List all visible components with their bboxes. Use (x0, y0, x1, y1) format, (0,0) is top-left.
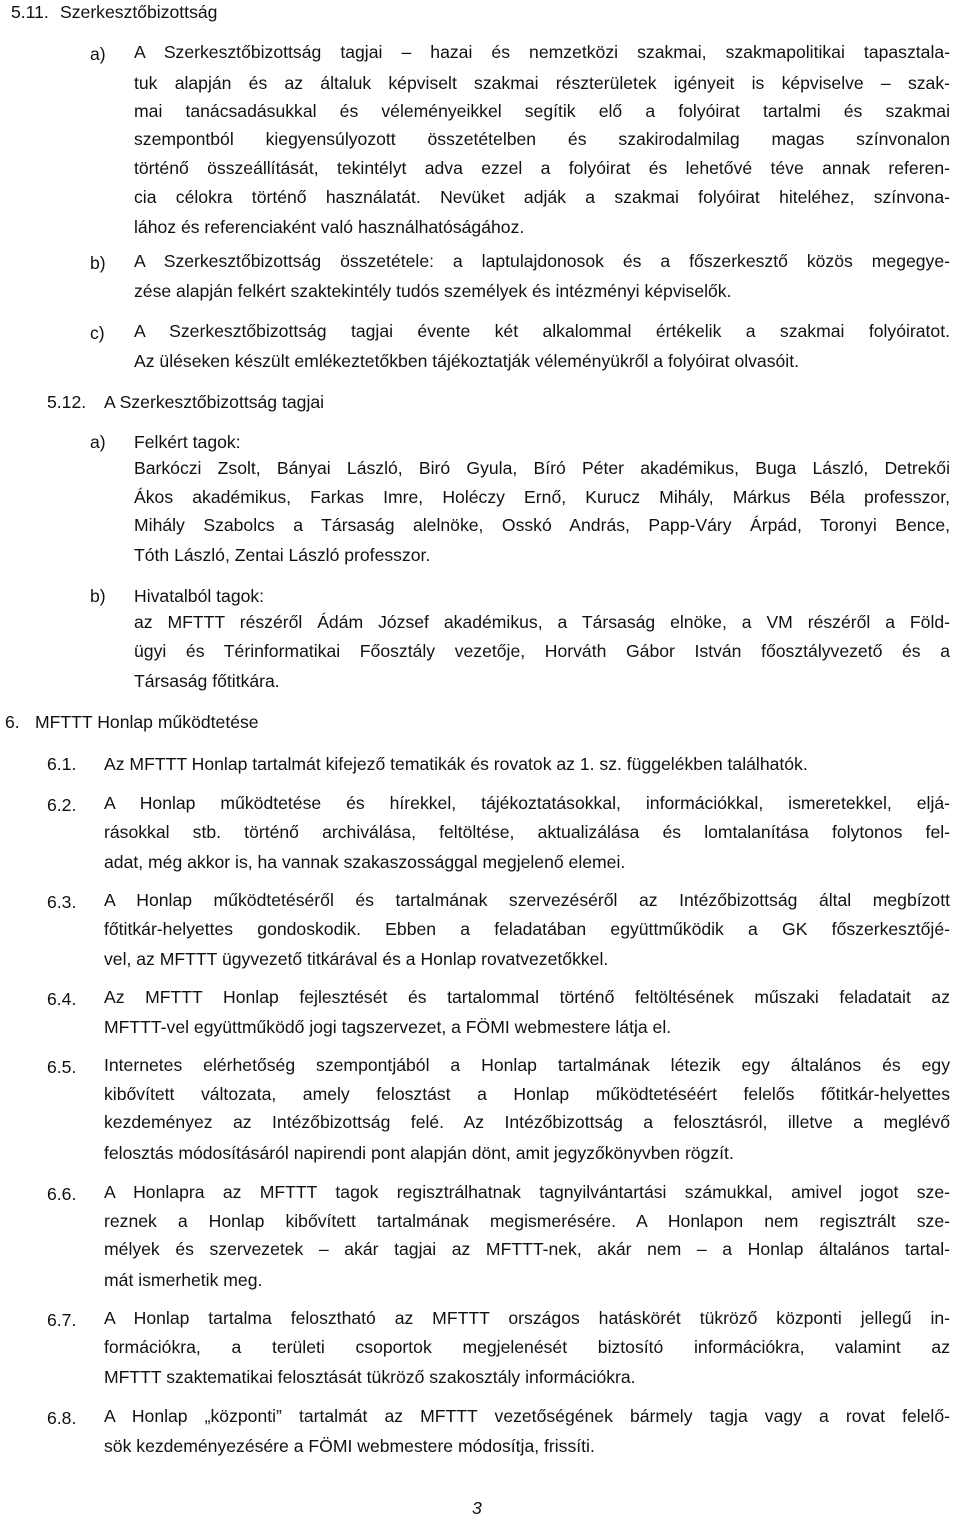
text-line: történő összeállítását, tekintélyt adva ezzel a folyóirat és lehetővé téve annak referen- (134, 158, 950, 178)
section-number: 5.12. (47, 392, 87, 412)
item-label: c) (90, 323, 105, 343)
item-label: b) (90, 253, 106, 273)
text-line: rásokkal stb. történő archiválása, feltöltése, aktualizálása és lomtalanítása folytonos fel- (104, 822, 950, 842)
text-line: az MFTTT részéről Ádám József akadémikus, a Társaság elnöke, a VM részéről a Föld- (134, 612, 950, 632)
item-label: a) (90, 44, 106, 64)
item-label: 6.4. (47, 989, 77, 1009)
text-line: Tóth László, Zentai László professzor. (134, 545, 431, 565)
text-line: A Honlap „központi” tartalmát az MFTTT vezetőségének bármely tagja vagy a rovat felelő- (104, 1406, 950, 1426)
item-label: b) (90, 586, 106, 606)
text-line: Társaság főtitkára. (134, 671, 280, 691)
text-line: A Honlap működtetéséről és tartalmának szervezéséről az Intézőbizottság által megbízott (104, 890, 950, 910)
item-heading: Felkért tagok: (134, 432, 241, 452)
text-line: adat, még akkor is, ha vannak szakaszossággal megjelenő elemei. (104, 852, 626, 872)
text-line: tuk alapján és az általuk képviselt szakmai részterületek igényeit is képviselve – szak- (134, 73, 950, 93)
text-line: Mihály Szabolcs a Társaság alelnöke, Osskó András, Papp-Váry Árpád, Toronyi Bence, (134, 515, 950, 535)
item-label: 6.3. (47, 892, 77, 912)
item-label: 6.1. (47, 754, 77, 774)
text-line: cia célokra történő használatát. Nevüket adják a szakmai folyóirat hiteléhez, színvona- (134, 187, 950, 207)
item-label: 6.6. (47, 1184, 77, 1204)
section-title: Szerkesztőbizottság (60, 2, 218, 22)
text-line: ügyi és Térinformatikai Főosztály vezetője, Horváth Gábor István főosztályvezető és a (134, 641, 950, 661)
text-line: reznek a Honlap kibővített tartalmának megismerésére. A Honlapon nem regisztrált sze- (104, 1211, 950, 1231)
text-line: A Honlap tartalma felosztható az MFTTT országos hatáskörét tükröző központi jellegű in- (104, 1308, 950, 1328)
text-line: főtitkár-helyettes gondoskodik. Ebben a feladatában együttműködik a GK főszerkesztőjé- (104, 919, 950, 939)
text-line: Ákos akadémikus, Farkas Imre, Holéczy Ernő, Kurucz Mihály, Márkus Béla professzor, (134, 487, 950, 507)
text-line: A Honlap működtetése és hírekkel, tájékoztatásokkal, információkkal, ismeretekkel, eljá- (104, 793, 950, 813)
text-line: A Szerkesztőbizottság tagjai évente két alkalommal értékelik a szakmai folyóiratot. (134, 321, 950, 341)
text-line: felosztás módosításáról napirendi pont alapján dönt, amit jegyzőkönyvben rögzít. (104, 1143, 734, 1163)
item-heading: Hivatalból tagok: (134, 586, 265, 606)
page-number: 3 (472, 1498, 482, 1518)
text-line: kibővített változata, amely felosztást a Honlap működtetéséért felelős főtitkár-helyettes (104, 1084, 950, 1104)
section-title: A Szerkesztőbizottság tagjai (104, 392, 325, 412)
text-line: mai tanácsadásukkal és véleményeikkel segítik elő a folyóirat tartalmi és szakmai (134, 101, 950, 121)
text-line: A Szerkesztőbizottság tagjai – hazai és nemzetközi szakmai, szakmapolitikai tapasztala- (134, 42, 950, 62)
text-line: mát ismerhetik meg. (104, 1270, 263, 1290)
text-line: lához és referenciaként való használhatóságához. (134, 217, 525, 237)
item-label: 6.2. (47, 795, 77, 815)
section-title: MFTTT Honlap működtetése (35, 712, 259, 732)
item-label: 6.8. (47, 1408, 77, 1428)
text-line: sök kezdeményezésére a FÖMI webmestere módosítja, frissíti. (104, 1436, 595, 1456)
text-line: szempontból kiegyensúlyozott összetételben és szakirodalmilag magas színvonalon (134, 129, 950, 149)
text-line: A Honlapra az MFTTT tagok regisztrálhatnak tagnyilvántartási számukkal, amivel jogot sze- (104, 1182, 950, 1202)
text-line: MFTTT szaktematikai felosztását tükröző szakosztály információkra. (104, 1367, 636, 1387)
text-line: Az MFTTT Honlap fejlesztését és tartalommal történő feltöltésének műszaki feladatait az (104, 987, 950, 1007)
text-line: MFTTT-vel együttműködő jogi tagszervezet, a FÖMI webmestere látja el. (104, 1017, 672, 1037)
text-line: A Szerkesztőbizottság összetétele: a laptulajdonosok és a főszerkesztő közös megegye- (134, 251, 950, 271)
text-line: mélyek és szervezetek – akár tagjai az MFTTT-nek, akár nem – a Honlap általános tartal- (104, 1239, 950, 1259)
section-number: 5.11. (11, 2, 49, 22)
text-line: Internetes elérhetőség szempontjából a Honlap tartalmának létezik egy általános és egy (104, 1055, 950, 1075)
text-line: Az üléseken készült emlékeztetőkben tájékoztatják véleményükről a folyóirat olvasóit. (134, 351, 799, 371)
item-label: 6.7. (47, 1310, 77, 1330)
section-number: 6. (5, 712, 20, 732)
item-label: a) (90, 432, 106, 452)
text-line: zése alapján felkért szaktekintély tudós személyek és intézményi képviselők. (134, 281, 732, 301)
text-line: Barkóczi Zsolt, Bányai László, Biró Gyula, Bíró Péter akadémikus, Buga László, Detrekői (134, 458, 950, 478)
text-line: vel, az MFTTT ügyvezető titkárával és a Honlap rovatvezetőkkel. (104, 949, 609, 969)
text-line: Az MFTTT Honlap tartalmát kifejező tematikák és rovatok az 1. sz. függelékben találhatók. (104, 754, 808, 774)
text-line: formációkra, a területi csoportok megjelenését biztosító információkra, valamint az (104, 1337, 950, 1357)
item-label: 6.5. (47, 1057, 77, 1077)
text-line: kezdeményez az Intézőbizottság felé. Az Intézőbizottság a felosztásról, illetve a meglévő (104, 1112, 950, 1132)
